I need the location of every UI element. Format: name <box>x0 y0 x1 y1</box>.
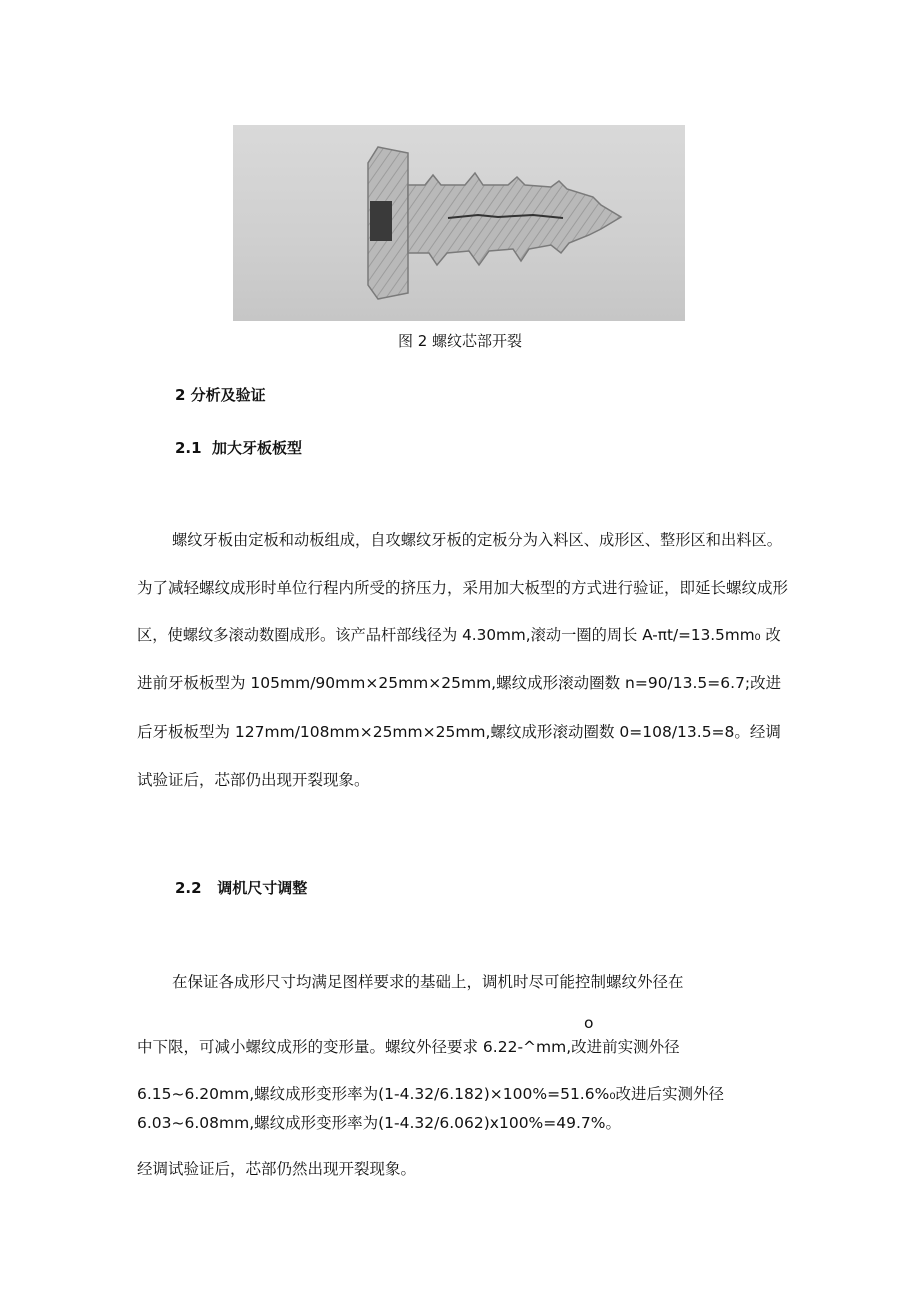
paragraph-2-1-line-1: 螺纹牙板由定板和动板组成，自攻螺纹牙板的定板分为入料区、成形区、整形区和出料区。 <box>172 531 782 549</box>
paragraph-2-2-line-1: 在保证各成形尺寸均满足图样要求的基础上，调机时尽可能控制螺纹外径在 <box>172 973 684 991</box>
section-2-heading: 2 分析及验证 <box>175 386 266 404</box>
section-2-1-heading: 2.1 加大牙板板型 <box>175 439 303 457</box>
paragraph-2-1-line-4: 进前牙板板型为 105mm/90mm×25mm×25mm,螺纹成形滚动圈数 n=90/13.5=6.7;改进 <box>137 674 782 692</box>
section-2-2-heading: 2.2 调机尺寸调整 <box>175 879 308 897</box>
figure-caption: 图 2 螺纹芯部开裂 <box>397 332 523 350</box>
screw-cross-section-photo <box>233 125 685 321</box>
figure-photo <box>233 125 685 321</box>
paragraph-2-2-line-4: 6.03~6.08mm,螺纹成形变形率为(1-4.32/6.062)x100%=49.7%。 <box>137 1114 622 1132</box>
paragraph-2-1-line-6: 试验证后，芯部仍出现开裂现象。 <box>137 771 370 789</box>
paragraph-2-2-line-3: 6.15~6.20mm,螺纹成形变形率为(1-4.32/6.182)×100%=51.6%₀改进后实测外径 <box>137 1085 725 1103</box>
paragraph-2-1-line-5: 后牙板板型为 127mm/108mm×25mm×25mm,螺纹成形滚动圈数 0=108/13.5=8。经调 <box>137 723 781 741</box>
paragraph-2-2-line-2: 中下限，可减小螺纹成形的变形量。螺纹外径要求 6.22-^mm,改进前实测外径 <box>137 1038 680 1056</box>
paragraph-2-2-line-5: 经调试验证后，芯部仍然出现开裂现象。 <box>137 1160 417 1178</box>
paragraph-2-1-line-3: 区，使螺纹多滚动数圈成形。该产品杆部线径为 4.30mm,滚动一圈的周长 A-πt/=13.5mm₀ 改 <box>137 626 781 644</box>
paragraph-2-1-line-2: 为了减轻螺纹成形时单位行程内所受的挤压力，采用加大板型的方式进行验证，即延长螺纹成形 <box>137 579 789 597</box>
paragraph-2-2-mark: o <box>584 1014 594 1032</box>
